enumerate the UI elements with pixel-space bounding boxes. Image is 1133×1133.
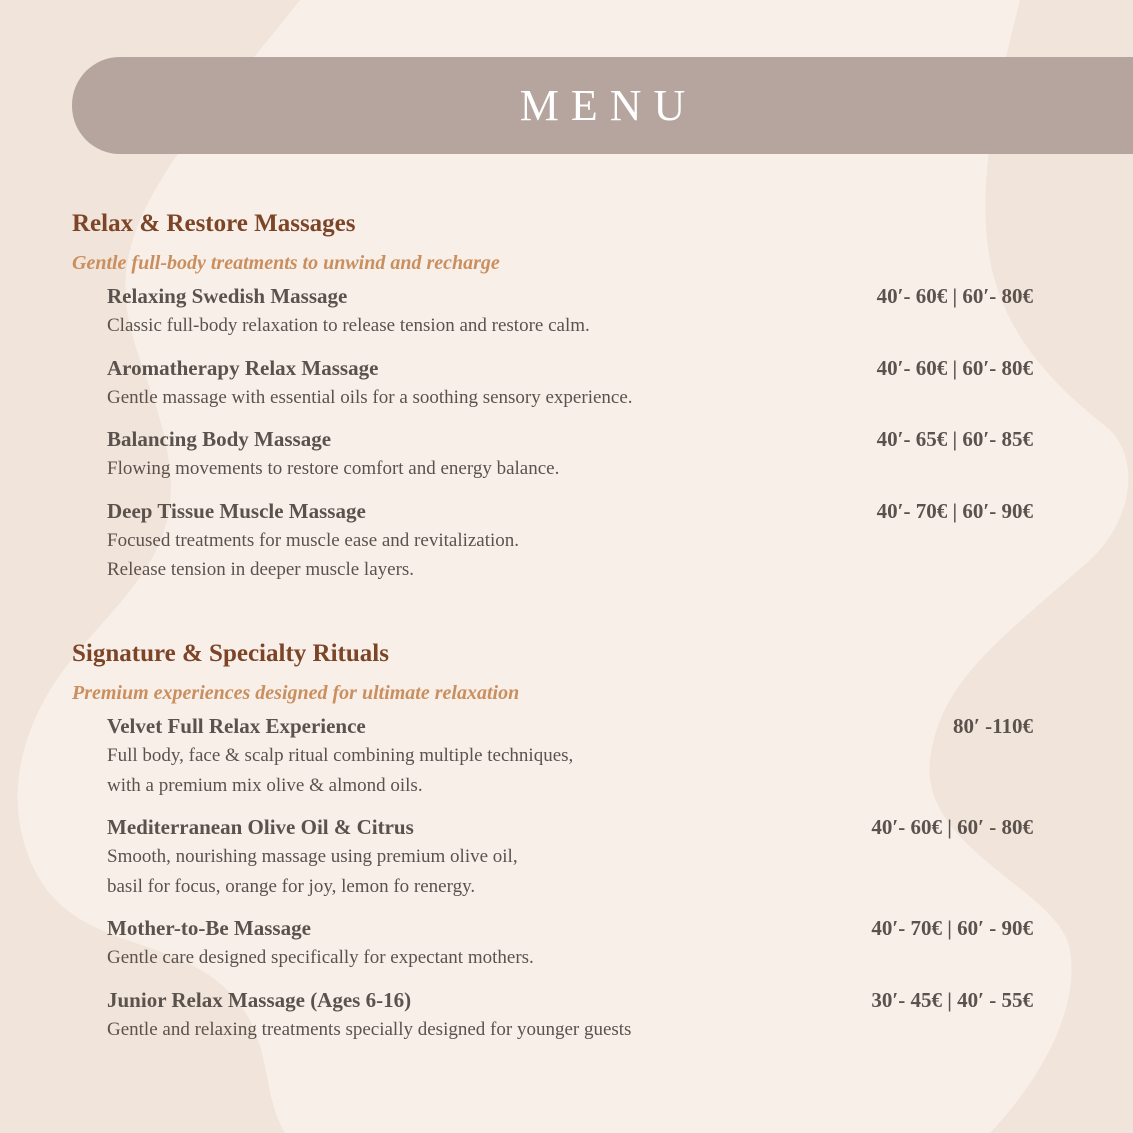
item-list — [107, 281, 1033, 585]
item-description: with a premium mix olive & almond oils. — [107, 774, 423, 796]
menu-item — [107, 985, 1033, 1045]
item-name: Velvet Full Relax Experience — [107, 714, 366, 738]
section-title: Signature & Specialty Rituals — [72, 640, 389, 667]
item-description: Smooth, nourishing massage using premium olive oil, — [107, 846, 518, 867]
menu-header-banner — [72, 57, 1133, 154]
item-description: Flowing movements to restore comfort and energy balance. — [107, 458, 560, 479]
menu-item — [107, 353, 1033, 413]
item-price: 40′- 60€ | 60′- 80€ — [876, 355, 1033, 380]
item-name: Relaxing Swedish Massage — [107, 284, 348, 308]
section-subtitle: Premium experiences designed for ultimate relaxation — [72, 682, 520, 704]
menu-item — [107, 424, 1033, 484]
menu-title: MENU — [519, 81, 698, 130]
section-title: Relax & Restore Massages — [72, 210, 356, 237]
item-description: Gentle care designed specifically for expectant mothers. — [107, 947, 534, 968]
item-price: 40′- 60€ | 60′ - 80€ — [871, 815, 1033, 839]
item-price: 40′- 60€ | 60′- 80€ — [876, 284, 1033, 308]
item-name: Aromatherapy Relax Massage — [107, 355, 379, 380]
menu-item — [107, 496, 1033, 585]
item-name: Mother-to-Be Massage — [107, 916, 311, 940]
item-price: 40′- 70€ | 60′- 90€ — [876, 498, 1033, 523]
item-price: 40′- 70€ | 60′ - 90€ — [871, 916, 1033, 940]
item-list — [107, 711, 1033, 1044]
item-description: Release tension in deeper muscle layers. — [107, 559, 415, 580]
item-name: Balancing Body Massage — [107, 427, 332, 451]
menu-item — [107, 812, 1033, 901]
menu-item — [107, 711, 1033, 800]
item-description: Full body, face & scalp ritual combining multiple techniques, — [107, 745, 574, 766]
item-name: Junior Relax Massage (Ages 6-16) — [107, 987, 412, 1012]
item-description: Focused treatments for muscle ease and revitalization. — [107, 529, 520, 551]
section-signature-specialty — [72, 639, 1033, 1044]
section-relax-restore — [72, 209, 1033, 585]
item-description: Gentle massage with essential oils for a soothing sensory experience. — [107, 386, 633, 408]
item-description: Classic full-body relaxation to release tension and restore calm. — [107, 315, 590, 336]
item-name: Mediterranean Olive Oil & Citrus — [107, 815, 414, 839]
section-subtitle: Gentle full-body treatments to unwind and recharge — [72, 252, 500, 274]
item-price: 30′- 45€ | 40′ - 55€ — [871, 987, 1033, 1012]
menu-item — [107, 281, 1033, 341]
menu-item — [107, 913, 1033, 973]
item-price: 80′ -110€ — [953, 714, 1033, 738]
item-name: Deep Tissue Muscle Massage — [107, 498, 366, 523]
item-description: basil for focus, orange for joy, lemon fo renergy. — [107, 875, 476, 897]
item-price: 40′- 65€ | 60′- 85€ — [876, 427, 1033, 451]
item-description: Gentle and relaxing treatments specially designed for younger guests — [107, 1018, 632, 1040]
